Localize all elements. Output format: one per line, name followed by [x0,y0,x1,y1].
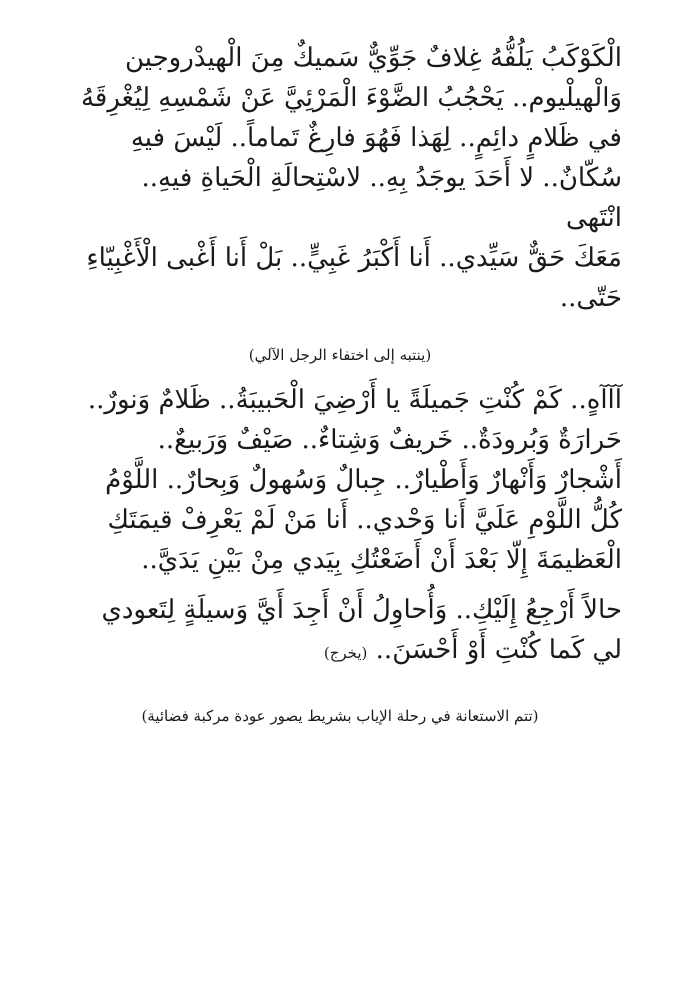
stage-direction: (تتم الاستعانة في رحلة الإياب بشريط يصور عودة مركبة فضائية) [141,707,539,725]
dialogue-line: حَرارَةٌ وَبُرودَةٌ.. خَريفٌ وَشِتاءٌ.. صَيْفٌ وَرَبيعٌ.. [157,425,622,455]
dialogue-block-3 [58,380,622,580]
dialogue-line: انْتَهى [566,203,622,233]
dialogue-line: مَعَكَ حَقٌّ سَيِّدي.. أَنا أَكْبَرُ غَبِيٍّ.. بَلْ أَنا أَغْبى الْأَغْبِيّاءِ [86,243,622,273]
inline-stage-direction: (يخرج) [323,644,368,662]
stage-direction: (ينتبه إلى اختفاء الرجل الآلي) [248,346,432,364]
dialogue-block-4 [58,590,622,673]
dialogue-line: أَشْجارٌ وَأَنْهارٌ وَأَطْيارٌ.. جِبالٌ وَسُهولٌ وَبِحارٌ.. اللَّوْمُ [105,465,622,495]
dialogue-block-1 [58,38,622,238]
dialogue-line: سُكّانٌ.. لا أَحَدَ يوجَدُ بِهِ.. لاسْتِحالَةِ الْحَياةِ فيهِ.. [141,163,622,193]
dialogue-block-2 [58,238,622,318]
dialogue-line: حَتّى.. [559,283,622,313]
dialogue-line: الْعَظيمَةَ إِلّا بَعْدَ أَنْ أَضَعْتُكِ بِيَدي مِنْ بَيْنِ يَدَيَّ.. [141,545,622,575]
dialogue-line: في ظَلامٍ دائِمٍ.. لِهَذا فَهُوَ فارِغٌ تَماماً.. لَيْسَ فيهِ [130,123,622,153]
dialogue-line: آآآهٍ.. كَمْ كُنْتِ جَميلَةً يا أَرْضِيَ الْحَبيبَةُ.. ظَلامٌ وَنورٌ.. [87,385,622,415]
dialogue-line [58,630,622,673]
dialogue-line: حالاً أَرْجِعُ إِلَيْكِ.. وَأُحاوِلُ أَنْ أَجِدَ أَيَّ وَسيلَةٍ لِتَعودي [101,595,622,625]
dialogue-line: الْكَوْكَبُ يَلُفُّهُ غِلافٌ جَوِّيٌّ سَميكٌ مِنَ الْهيدْروجين [124,43,622,73]
script-page [58,38,622,727]
dialogue-line: وَالْهيلْيوم.. يَحْجُبُ الضَّوْءَ الْمَرْئِيَّ عَنْ شَمْسِهِ لِيُغْرِقَهُ [80,83,622,113]
dialogue-line: كُلُّ اللَّوْمِ عَلَيَّ أَنا وَحْدي.. أَنا مَنْ لَمْ يَعْرِفْ قيمَتَكِ [107,505,622,535]
dialogue-text: لي كَما كُنْتِ أَوْ أَحْسَنَ.. [375,635,622,665]
